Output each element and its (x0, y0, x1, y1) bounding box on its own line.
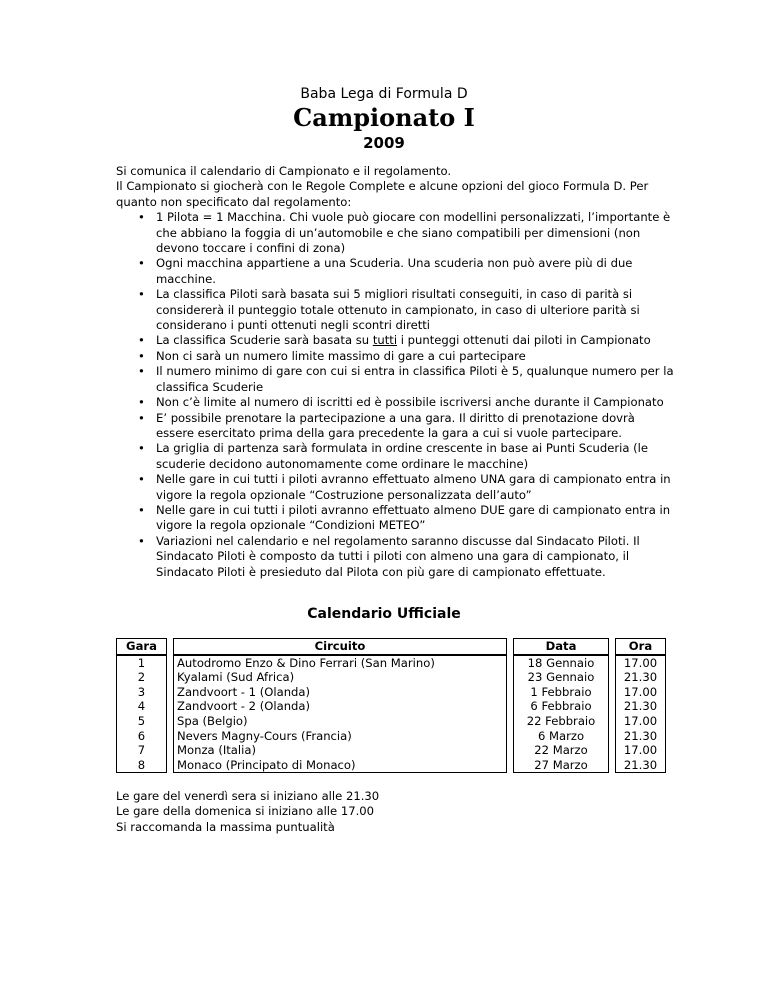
circuito-cell: Spa (Belgio) (177, 713, 248, 728)
calendar-title: Calendario Ufficiale (307, 606, 461, 622)
rule-item: • Nelle gare in cui tutti i piloti avranno effettuato almeno DUE gare di campionato entra in vigore la regola opzionale “Condizioni METEO” (138, 502, 671, 533)
ora-cell: 21.30 (623, 699, 658, 714)
bullet-icon: • (138, 348, 145, 363)
ora-cell: 17.00 (623, 684, 658, 699)
season-year: 2009 (363, 134, 405, 152)
footer-line: Le gare della domenica si iniziano alle 17.00 (116, 804, 375, 819)
footer-line: Si raccomanda la massima puntualità (116, 819, 335, 834)
circuito-cell: Autodromo Enzo & Dino Ferrari (San Marino) (177, 655, 435, 670)
circuito-cell: Nevers Magny-Cours (Francia) (177, 728, 352, 743)
rule-item: • Il numero minimo di gare con cui si entra in classifica Piloti è 5, qualunque numero per la classifica Scuderie (138, 364, 674, 394)
bullet-icon: • (138, 410, 145, 425)
bullet-icon: • (138, 333, 145, 348)
intro-line-2: Il Campionato si giocherà con le Regole Complete e alcune opzioni del gioco Formula D. Per quanto non specificato dal regolamento: (116, 179, 649, 209)
header-circuito: Circuito (173, 638, 507, 655)
page-title: Campionato I (293, 103, 475, 132)
league-name: Baba Lega di Formula D (300, 86, 468, 102)
circuito-cell: Zandvoort - 2 (Olanda) (177, 699, 311, 714)
ora-cell: 21.30 (623, 670, 658, 685)
gara-cell: 4 (137, 699, 146, 714)
rule-item: • La classifica Piloti sarà basata sui 5 migliori risultati conseguiti, in caso di parità si considererà il punteggio totale ottenuto in campionato, in caso di ulteriore parità si considerano i punti ottenuti negli scontri diretti (138, 287, 640, 333)
gara-cell: 2 (137, 670, 146, 685)
rules-list (116, 210, 676, 580)
data-cell: 23 Gennaio (527, 670, 595, 685)
data-cell: 22 Marzo (534, 743, 588, 758)
bullet-icon: • (138, 533, 145, 548)
bullet-icon: • (138, 472, 145, 487)
gara-cell: 5 (137, 713, 146, 728)
data-cell: 6 Marzo (537, 728, 585, 743)
ora-cell: 17.00 (623, 655, 658, 670)
circuito-cell: Kyalami (Sud Africa) (177, 670, 295, 685)
data-column (513, 655, 609, 774)
ora-cell: 21.30 (623, 728, 658, 743)
rule-item: • Nelle gare in cui tutti i piloti avranno effettuato almeno UNA gara di campionato entra in vigore la regola opzionale “Costruzione personalizzata dell’auto” (138, 472, 671, 502)
gara-column (116, 655, 167, 774)
intro-line-1: Si comunica il calendario di Campionato e il regolamento. (116, 164, 452, 178)
rule-item: • Non c’è limite al numero di iscritti ed è possibile iscriversi anche durante il Campionato (138, 395, 664, 410)
rule-item: • Ogni macchina appartiene a una Scuderia. Una scuderia non può avere più di due macchine. (138, 256, 633, 286)
gara-cell: 1 (137, 655, 146, 670)
header-ora: Ora (615, 638, 666, 655)
table-body-row (116, 655, 666, 774)
ora-column (615, 655, 666, 774)
circuito-cell: Monaco (Principato di Monaco) (177, 757, 356, 772)
table-header-row (116, 638, 666, 655)
data-cell: 22 Febbraio (526, 713, 596, 728)
bullet-icon: • (138, 364, 145, 379)
intro-section (116, 164, 676, 580)
footer-line: Le gare del venerdì sera si iniziano alle 21.30 (116, 789, 380, 803)
underlined-word: tutti (372, 333, 398, 348)
header-data: Data (513, 638, 609, 655)
circuito-column (173, 655, 507, 774)
gara-cell: 8 (137, 757, 146, 772)
gara-cell: 3 (137, 684, 146, 699)
calendar-table (116, 638, 666, 773)
header-gara: Gara (116, 638, 167, 655)
ora-cell: 17.00 (623, 713, 658, 728)
gara-cell: 6 (137, 728, 146, 743)
bullet-icon: • (138, 287, 145, 302)
bullet-icon: • (138, 395, 145, 410)
rule-item: • La griglia di partenza sarà formulata in ordine crescente in base ai Punti Scuderia (le scuderie decidono autonomamente come ordinare le macchine) (138, 441, 649, 471)
rule-item: • 1 Pilota = 1 Macchina. Chi vuole può giocare con modellini personalizzati, l’importante è che abbiano la foggia di un’automobile e che siano compatibili per dimensioni (non devono toccare i confini di zona) (138, 210, 671, 256)
ora-cell: 21.30 (623, 757, 658, 772)
bullet-icon: • (138, 256, 145, 271)
data-cell: 1 Febbraio (530, 684, 592, 699)
rule-item: • Non ci sarà un numero limite massimo di gare a cui partecipare (138, 348, 526, 363)
bullet-icon: • (138, 441, 145, 456)
ora-cell: 17.00 (623, 743, 658, 758)
rule-item: • Variazioni nel calendario e nel regolamento saranno discusse dal Sindacato Piloti. Il Sindacato Piloti è composto da tutti i piloti con almeno una gara di campionato, il Sindacato Piloti è presieduto dal Pilota con più gare di campionato effettuate. (138, 533, 640, 579)
data-cell: 18 Gennaio (527, 655, 595, 670)
rule-item: • E’ possibile prenotare la partecipazione a una gara. Il diritto di prenotazione dovrà essere esercitato prima della gara precedente la gara a cui si vuole partecipare. (138, 410, 635, 440)
bullet-icon: • (138, 502, 145, 517)
gara-cell: 7 (137, 743, 146, 758)
data-cell: 6 Febbraio (530, 699, 592, 714)
footer-notes (116, 789, 379, 835)
circuito-cell: Zandvoort - 1 (Olanda) (177, 684, 311, 699)
circuito-cell: Monza (Italia) (177, 743, 256, 758)
bullet-icon: • (138, 210, 145, 225)
rule-item: • La classifica Scuderie sarà basata su tutti i punteggi ottenuti dai piloti in Campionato (138, 333, 651, 348)
data-cell: 27 Marzo (534, 757, 588, 772)
